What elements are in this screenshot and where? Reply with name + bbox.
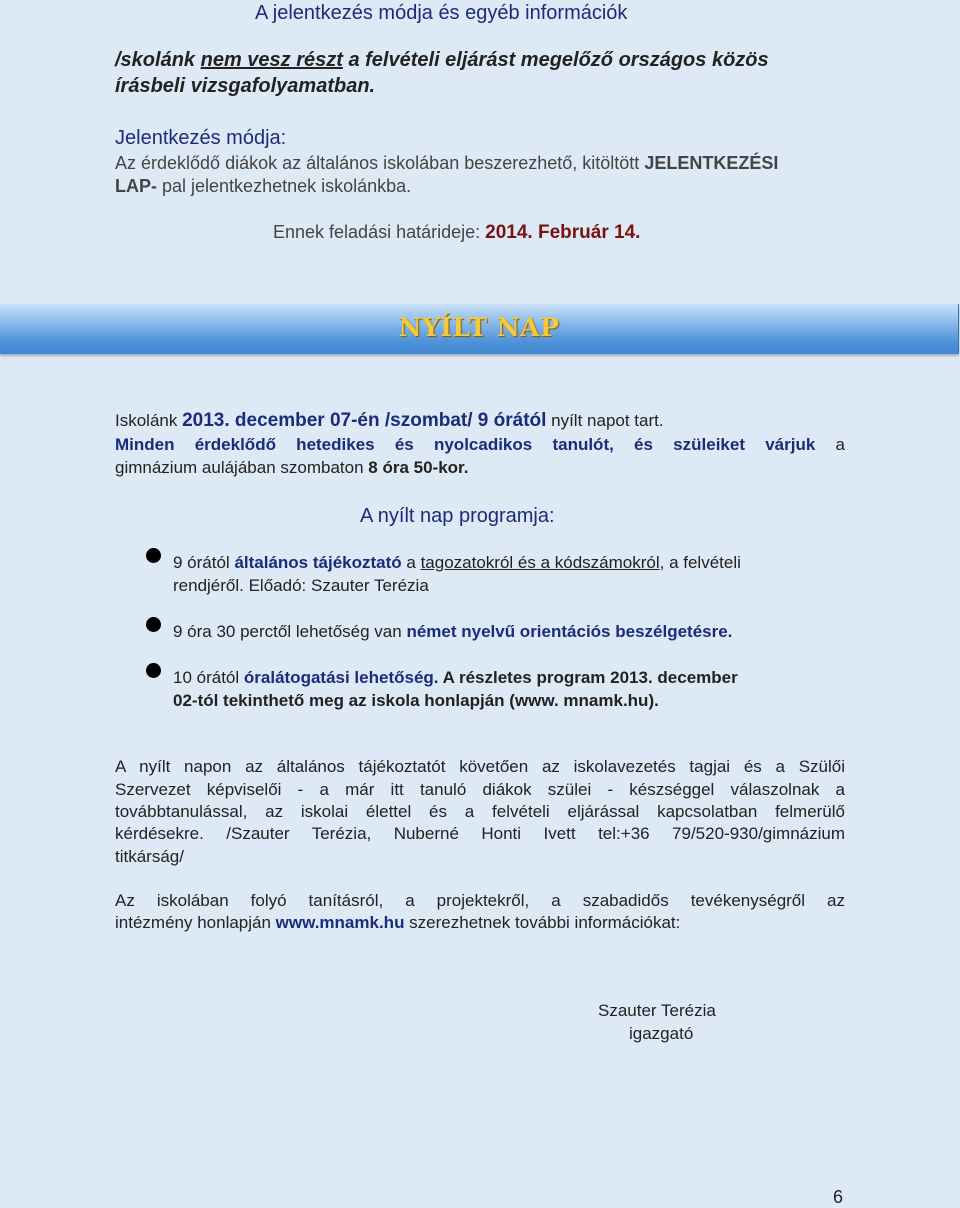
para2-line-1: Az iskolában folyó tanításról, a projektekről, a szabadidős tevékenységről az [115,891,845,910]
para2-line-2: intézmény honlapján www.mnamk.hu szerezhetnek további információkat: [115,913,681,932]
program-item-1-line-2: rendjéről. Előadó: Szauter Terézia [173,576,429,595]
para1-line-4: kérdésekre. /Szauter Terézia, Nuberné Honti Ivett tel:+36 79/520-930/gimnázium [115,824,845,843]
program-item-3-line-1: 10 órától óralátogatási lehetőség. A részletes program 2013. december [173,668,738,687]
bullet-icon [146,548,161,563]
notice-line-1: /skolánk nem vesz részt a felvételi eljárást megelőző országos közös [115,49,769,71]
bullet-icon [146,663,161,678]
para1-line-5: titkárság/ [115,847,184,866]
program-title: A nyílt nap programja: [360,505,555,527]
application-title: Jelentkezés módja: [115,127,287,149]
website-link[interactable]: www.mnamk.hu [275,913,405,932]
banner-title: NYÍLT NAP [398,313,560,342]
bullet-icon [146,617,161,632]
application-text-1: Az érdeklődő diákok az általános iskolában beszerezhető, kitöltött JELENTKEZÉSI [115,153,779,173]
open-day-banner [0,304,959,354]
open-day-intro: Iskolánk 2013. december 07-én /szombat/ 9 órától nyílt napot tart. [115,410,664,431]
para1-line-2: Szervezet képviselői - a már itt tanuló diákok szülei - készséggel válaszolnak a [115,780,845,799]
open-day-invite-line-1: Minden érdeklődő hetedikes és nyolcadikos tanulót, és szüleiket várjuk a [115,435,845,454]
page-number: 6 [833,1187,844,1207]
program-item-3-line-2: 02-tól tekinthető meg az iskola honlapján (www. mnamk.hu). [173,691,659,710]
para1-line-3: továbbtanulással, az iskolai élettel és a felvételi eljárással kapcsolatban felmerülő [115,802,845,821]
application-text-2: LAP- pal jelentkezhetnek iskolánkba. [115,176,412,196]
open-day-invite-line-2: gimnázium aulájában szombaton 8 óra 50-kor. [115,458,469,477]
para1-line-1: A nyílt napon az általános tájékoztatót követően az iskolavezetés tagjai és a Szülői [115,757,845,776]
signature-title: igazgató [629,1024,694,1043]
notice-line-2: írásbeli vizsgafolyamatban. [115,75,376,97]
signature-name: Szauter Terézia [598,1001,716,1020]
program-item-1-line-1: 9 órától általános tájékoztató a tagozatokról és a kódszámokról, a felvételi [173,553,741,572]
program-item-2: 9 óra 30 perctől lehetőség van német nyelvű orientációs beszélgetésre. [173,622,733,641]
deadline: Ennek feladási határideje: 2014. Február 14. [273,222,641,243]
page-heading: A jelentkezés módja és egyéb információk [255,2,628,24]
